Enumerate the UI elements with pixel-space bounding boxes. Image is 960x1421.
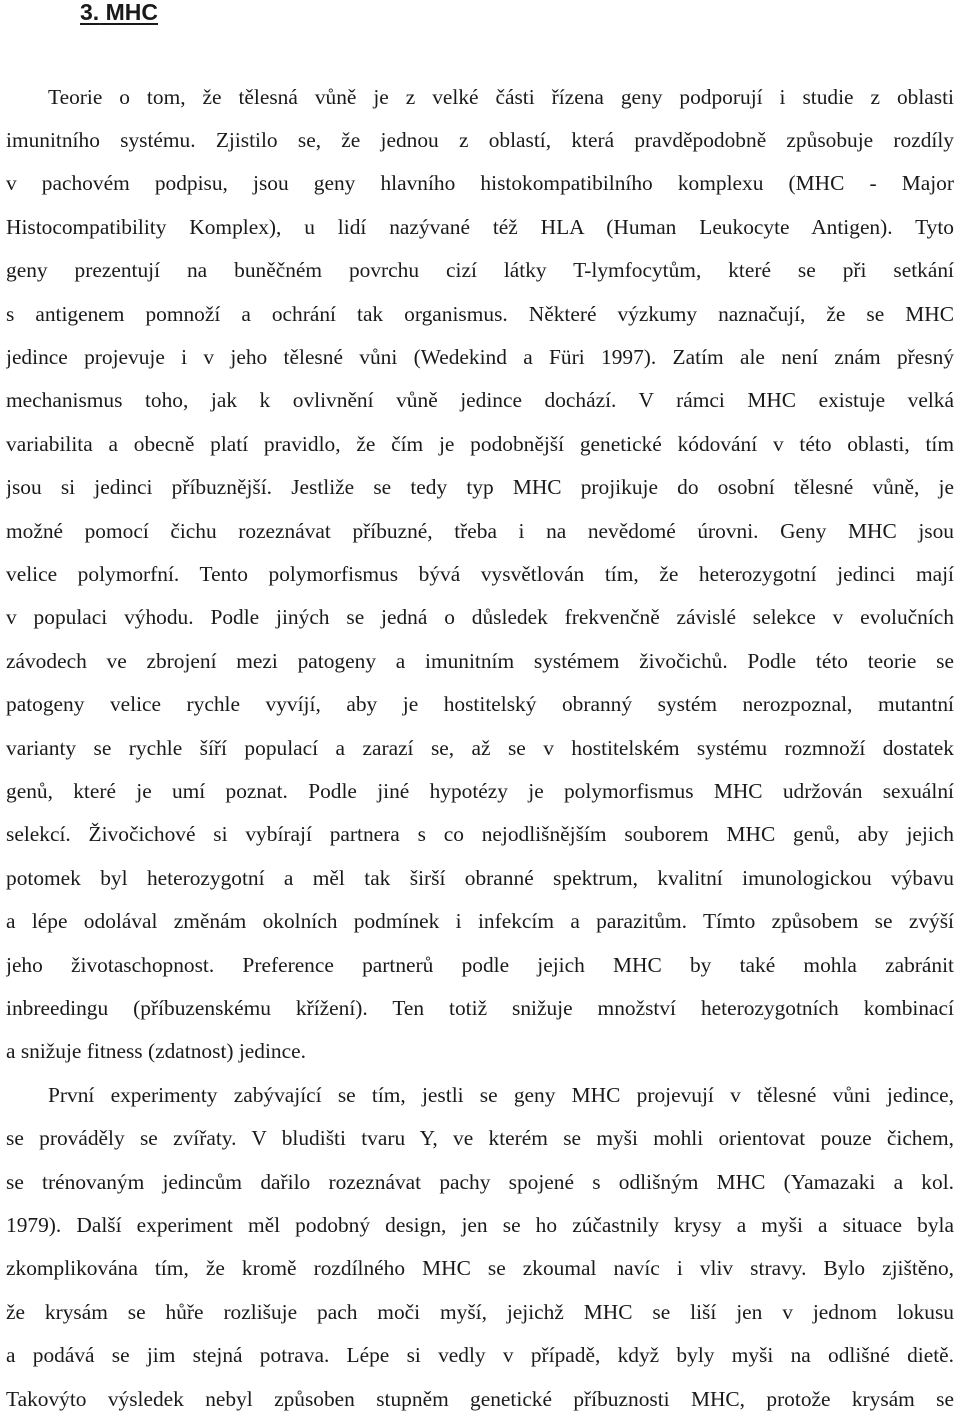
section-title: MHC: [105, 0, 158, 25]
text-line: možné pomocí čichu rozeznávat příbuzné, třeba i na nevědomé úrovni. Geny MHC jsou: [6, 518, 954, 543]
text-line: jsou si jedinci příbuznější. Jestliže se tedy typ MHC projikuje do osobní tělesné vůně, je: [6, 475, 954, 500]
text-line: jedince projevuje i v jeho tělesné vůni (Wedekind a Füri 1997). Zatím ale není znám přesný: [6, 345, 954, 369]
text-line: selekcí. Živočichové si vybírají partnera s co nejodlišnějším souborem MHC genů, aby jejich: [6, 822, 954, 847]
text-line: variabilita a obecně platí pravidlo, že čím je podobnější genetické kódování v této oblasti, tím: [6, 431, 954, 456]
text-line: inbreedingu (příbuzenskému křížení). Ten totiž snižuje množství heterozygotních kombinací: [6, 996, 954, 1020]
text-line: genů, které je umí poznat. Podle jiné hypotézy je polymorfismus MHC udržován sexuální: [6, 779, 954, 803]
text-line: Takovýto výsledek nebyl způsoben stupněm genetické příbuznosti MHC, protože krysám se: [6, 1386, 954, 1411]
text-line: imunitního systému. Zjistilo se, že jednou z oblastí, která pravděpodobně způsobuje rozdíly: [6, 128, 954, 152]
section-number: 3.: [80, 0, 100, 25]
text-line: varianty se rychle šíří populací a zarazí se, až se v hostitelském systému rozmnoží dostatek: [6, 735, 954, 760]
text-line: s antigenem pomnoží a ochrání tak organismus. Některé výzkumy naznačují, že se MHC: [6, 301, 954, 326]
text-line: patogeny velice rychle vyvíjí, aby je hostitelský obranný systém nerozpoznal, mutantní: [6, 692, 954, 717]
text-line: zkomplikována tím, že kromě rozdílného MHC se zkoumal navíc i vliv stravy. Bylo zjištěno,: [6, 1256, 954, 1281]
text-line: se prováděly se zvířaty. V bludišti tvaru Y, ve kterém se myši mohli orientovat pouze čichem,: [6, 1126, 954, 1151]
text-line: Histocompatibility Komplex), u lidí nazývané též HLA (Human Leukocyte Antigen). Tyto: [6, 214, 954, 239]
text-line: závodech ve zbrojení mezi patogeny a imunitním systémem živočichů. Podle této teorie se: [6, 648, 954, 673]
text-line: a snižuje fitness (zdatnost) jedince.: [6, 1039, 306, 1064]
text-line: v populaci výhodu. Podle jiných se jedná o důsledek frekvenčně závislé selekce v evolučních: [6, 605, 954, 630]
text-line: se trénovaným jedincům dařilo rozeznávat pachy spojené s odlišným MHC (Yamazaki a kol.: [6, 1169, 954, 1194]
text-line: První experimenty zabývající se tím, jestli se geny MHC projevují v tělesné vůni jedince,: [48, 1082, 954, 1107]
text-line: a podává se jim stejná potrava. Lépe si vedly v případě, když byly myši na odlišné dietě.: [6, 1343, 954, 1368]
text-line: a lépe odolával změnám okolních podmínek i infekcím a parazitům. Tímto způsobem se zvýší: [6, 909, 954, 934]
section-heading: [80, 0, 158, 30]
text-line: 1979). Další experiment měl podobný design, jen se ho zúčastnily krysy a myši a situace byla: [6, 1213, 954, 1237]
text-line: geny prezentují na buněčném povrchu cizí látky T-lymfocytům, které se při setkání: [6, 258, 954, 283]
text-line: Teorie o tom, že tělesná vůně je z velké části řízena geny podporují i studie z oblasti: [48, 84, 954, 109]
text-line: jeho životaschopnost. Preference partnerů podle jejich MHC by také mohla zabránit: [6, 952, 954, 977]
text-line: mechanismus toho, jak k ovlivnění vůně jedince dochází. V rámci MHC existuje velká: [6, 388, 954, 413]
text-line: velice polymorfní. Tento polymorfismus bývá vysvětlován tím, že heterozygotní jedinci mají: [6, 562, 954, 586]
text-line: že krysám se hůře rozlišuje pach moči myší, jejichž MHC se liší jen v jednom lokusu: [6, 1299, 954, 1324]
text-line: v pachovém podpisu, jsou geny hlavního histokompatibilního komplexu (MHC - Major: [6, 171, 954, 196]
text-line: potomek byl heterozygotní a měl tak širší obranné spektrum, kvalitní imunologickou výbavu: [6, 865, 954, 890]
section-heading-text: [80, 0, 158, 25]
